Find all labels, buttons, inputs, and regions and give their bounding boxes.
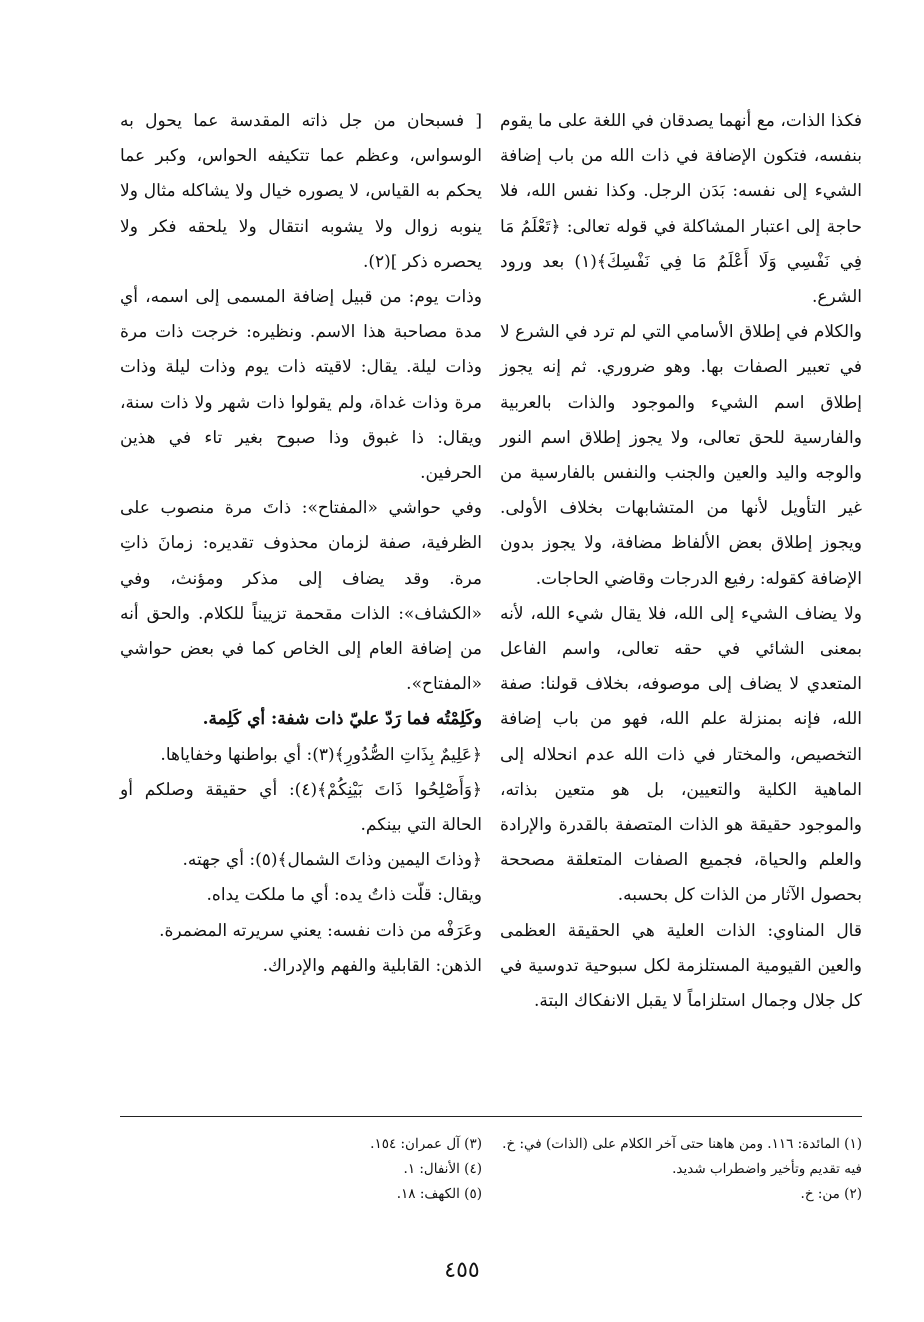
left-text-column [120,104,482,984]
footnotes-left [230,1132,482,1207]
page-number: ٤٥٥ [444,1258,480,1283]
footnote-divider [120,1116,862,1117]
paragraph: وعَرَفْه من ذات نفسه: يعني سريرته المضمرة. [159,920,482,941]
paragraph: والكلام في إطلاق الأسامي التي لم ترد في الشرع لا في تعبير الصفات بها. وهو ضروري. ثم إنه يجوز إطلاق اسم الشيء والموجود والذات بالعربية والفارسية للحق تعالى، ولا يجوز إطلاق اسم النور والوجه واليد والعين والجنب والنفس بالفارسية من غير التأويل لأنها من المتشابهات بخلاف الأولى. ويجوز إطلاق بعض الألفاظ مضافة، ولا يجوز بدون الإضافة كقوله: رفيع الدرجات وقاضي الحاجات. [500,322,862,589]
paragraph: قال المناوي: الذات العلية هي الحقيقة العظمى والعين القيومية المستلزمة لكل سبوحية تدوسية في كل جلال وجمال استلزاماً لا يقبل الانفكاك البتة. [500,920,862,1012]
paragraph: ﴿وذاتَ اليمين وذاتَ الشمال﴾(٥): أي جهته. [182,850,482,871]
paragraph: فكذا الذات، مع أنهما يصدقان في اللغة على ما يقوم بنفسه، فتكون الإضافة في ذات الله من باب إضافة الشيء إلى نفسه: بَدَن الرجل. وكذا نفس الله، فلا حاجة إلى اعتبار المشاكلة في قوله تعالى: ﴿تَعْلَمُ مَا فِي نَفْسِي وَلَا أَعْلَمُ مَا فِي نَفْسِكَ﴾(١) بعد ورود الشرع. [500,111,862,308]
paragraph: ولا يضاف الشيء إلى الله، فلا يقال شيء الله، لأنه بمعنى الشائي في حقه تعالى، واسم الفاعل المتعدي لا يضاف إلى موصوفه، بخلاف قولنا: صفة الله، فإنه بمنزلة علم الله، فهو من باب إضافة التخصيص، والمختار في ذات الله عدم انحلاله إلى الماهية الكلية والتعيين، بل هو متعين بذاته، والموجود حقيقة هو الذات المتصفة بالقدرة والإرادة والعلم والحياة، فجميع الصفات المتعلقة مصححة بحصول الآثار من الذات كل بحسبه. [500,603,862,906]
paragraph: ﴿وَأَصْلِحُوا ذَاتَ بَيْنِكُمْ﴾(٤): أي حقيقة وصلكم أو الحالة التي بينكم. [120,779,482,836]
footnote: (١) المائدة: ١١٦. ومن هاهنا حتى آخر الكلام على (الذات) في: خ. فيه تقديم وتأخير واضطراب شديد. [502,1136,862,1177]
paragraph: وذات يوم: من قبيل إضافة المسمى إلى اسمه، أي مدة مصاحبة هذا الاسم. ونظيره: خرجت ذات مرة وذات ليلة. يقال: لاقيته ذات يوم وذات ليلة وذات مرة وذات غداة، ولم يقولوا ذات شهر ولا ذات سنة، ويقال: ذا غبوق وذا صبوح بغير تاء في هذين الحرفين. [120,287,482,484]
footnotes-right [500,1132,862,1207]
paragraph: وفي حواشي «المفتاح»: ذاتَ مرة منصوب على الظرفية، صفة لزمان محذوف تقديره: زمانَ ذاتِ مرة. وقد يضاف إلى مذكر ومؤنث، وفي «الكشاف»: الذات مقحمة تزييناً للكلام. والحق أنه من إضافة العام إلى الخاص كما في بعض حواشي «المفتاح». [120,498,482,695]
paragraph: الذهن: القابلية والفهم والإدراك. [262,955,482,976]
footnote: (٣) آل عمران: ١٥٤. [370,1136,482,1152]
footnote: (٢) من: خ. [800,1186,862,1202]
paragraph: ويقال: قلّت ذاتُ يده: أي ما ملكت يداه. [206,885,482,906]
paragraph: [ فسبحان من جل ذاته المقدسة عما يحول به الوسواس، وعظم عما تتكيفه الحواس، وكبر عما يحكم به القياس، لا يصوره خيال ولا يشاكله مثال ولا ينوبه زوال ولا يشوبه انتقال ولا يلحقه فكر ولا يحصره ذكر ](٢). [120,111,482,272]
footnote: (٤) الأنفال: ١. [403,1161,482,1177]
paragraph: ﴿عَلِيمٌ بِذَاتِ الصُّدُورِ﴾(٣): أي بواطنها وخفاياها. [160,744,482,765]
right-text-column [500,104,862,1019]
footnote: (٥) الكهف: ١٨. [396,1186,482,1202]
paragraph: وكَلِمْتُه فما رَدّ عليّ ذات شفة: أي كَلِمة. [202,709,482,730]
